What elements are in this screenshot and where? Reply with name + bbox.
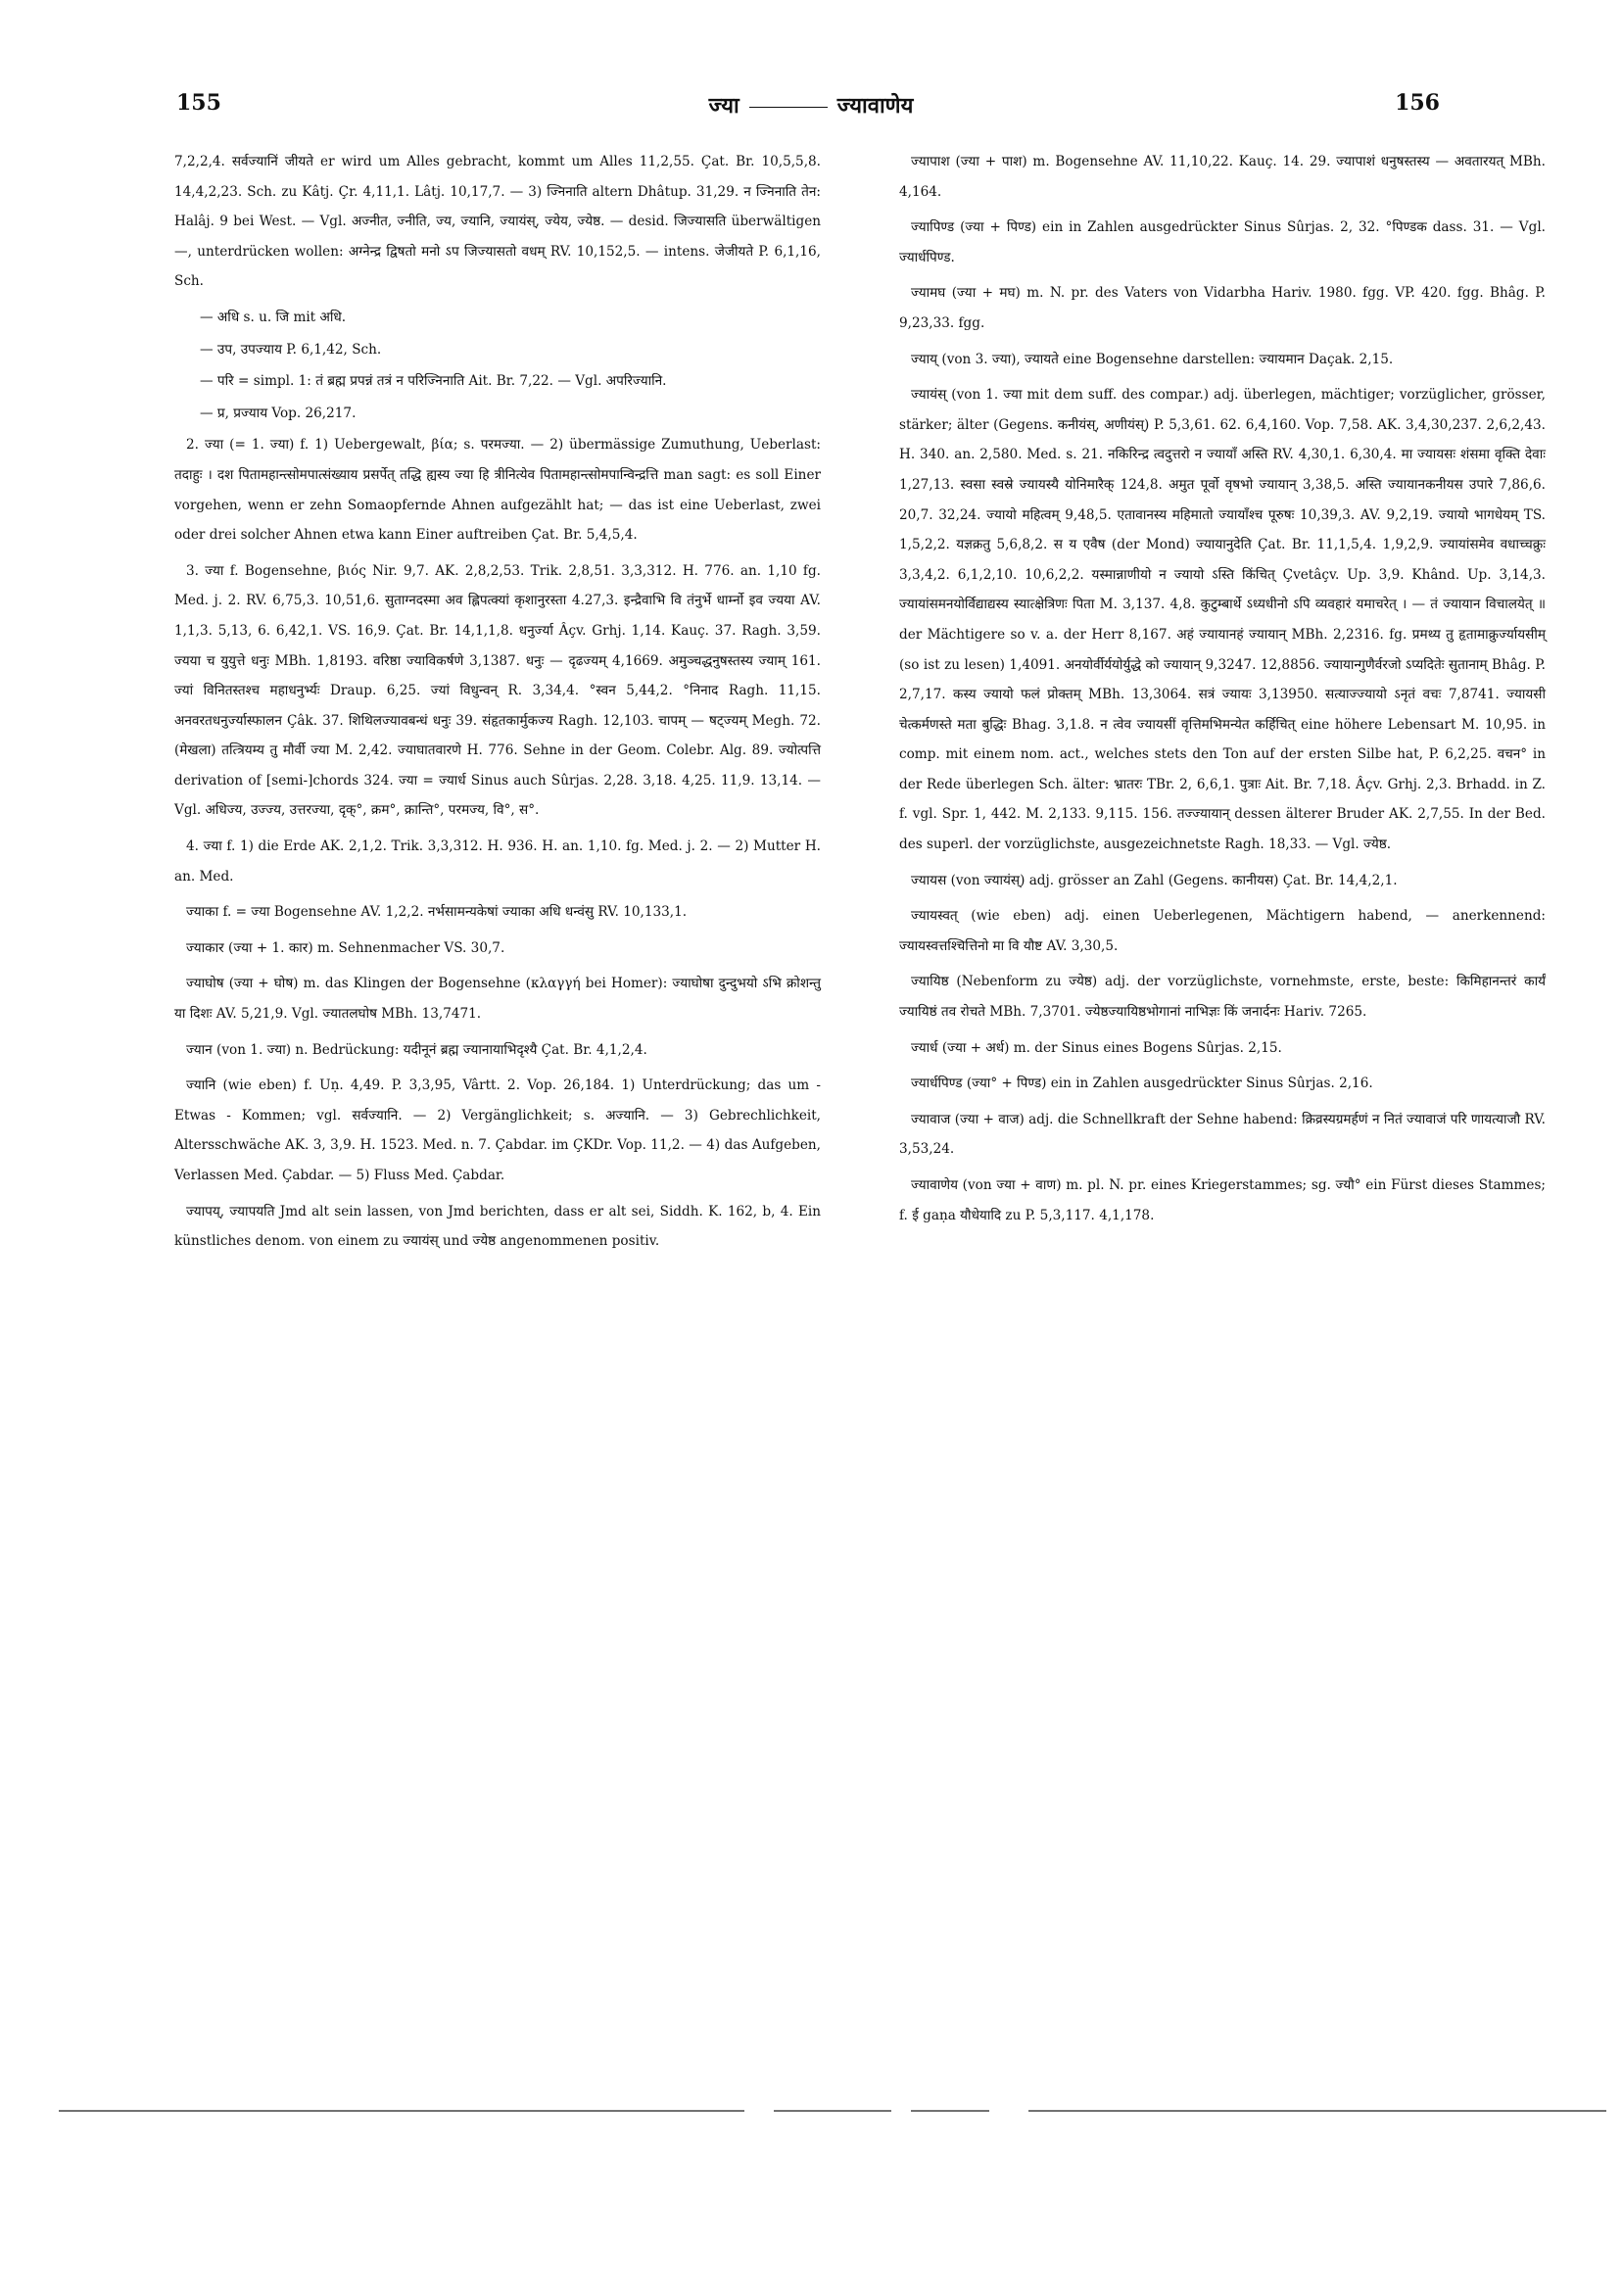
entry-jyani: ज्यानि (wie eben) f. Uṇ. 4,49. P. 3,3,95, Vârtt. 2. Vop. 26,184. 1) Unterdrückung; das um - Etwas - Kommen; vgl. सर्वज्यानि. — 2) Vergänglichkeit; s. अज्यानि. — 3) Gebrechlichkeit, Altersschwäche AK. 3, 3,9. H. 1523. Med. n. 7. Çabdar. im ÇKDr. Vop. 11,2. — 4) das Aufgeben, Verlassen Med. Çabdar. — 5) Fluss Med. Çabdar. <box>174 1077 821 1183</box>
entry-jyayasa: ज्यायस (von ज्यायंस्) adj. grösser an Zahl (Gegens. कानीयस) Çat. Br. 14,4,2,1. <box>911 872 1398 888</box>
entry-jyaka: ज्याका f. = ज्या Bogensehne AV. 1,2,2. नर्भसामन्यकेषां ज्याका अधि धन्वंसु RV. 10,133,1. <box>186 904 688 921</box>
entry-jyayishtha: ज्यायिष्ठ (Nebenform zu ज्येष्ठ) adj. der vorzüglichste, vornehmste, erste, beste: किमिहानन्तरं कार्यं ज्यायिष्ठं तव रोचते MBh. 7,3701. ज्येष्ठज्यायिष्ठभोगानां नाभिज्ञः किं जनार्दनः Hariv. 7265. <box>899 974 1546 1021</box>
running-head-dash <box>749 107 828 108</box>
entry-adhi: — अधि s. u. जि mit अधि. <box>200 309 347 325</box>
entry-jyayasvat: ज्यायस्वत् (wie eben) adj. einen Ueberlegenen, Mächtigern habend, — anerkennend: ज्यायस्वत्तश्चित्तिनो मा वि यौष्ट AV. 3,30,5. <box>899 908 1546 954</box>
entry-jyapasha: ज्यापाश (ज्या + पाश) m. Bogensehne AV. 11,10,22. Kauç. 14. 29. ज्यापाशं धनुषस्तस्य — अवतारयत् MBh. 4,164. <box>899 154 1546 200</box>
page-number-left: 155 <box>176 90 221 116</box>
running-head <box>0 90 1622 120</box>
entry-jyayams: ज्यायंस् (von 1. ज्या mit dem suff. des compar.) adj. überlegen, mächtiger; vorzüglicher, grösser, stärker; älter (Gegens. कनीयंस्, अणीयंस्) P. 5,3,61. 62. 6,4,160. Vop. 7,58. AK. 3,4,30,237. 2,6,2,43. H. 340. an. 2,580. Med. s. 21. नकिरिन्द्र त्वदुत्तरो न ज्यायाँ अस्ति RV. 4,30,1. 6,30,4. मा ज्यायसः शंसमा वृक्ति देवाः 1,27,13. स्वसा स्वस्रे ज्यायस्यै योनिमारैक् 124,8. अमुत पूर्वो वृषभो ज्यायान् 3,38,5. अस्ति ज्यायानकनीयस उपारे 7,86,6. 20,7. 32,24. ज्यायो महित्वम् 9,48,5. एतावानस्य महिमातो ज्यायाँश्च पूरुषः 10,39,3. AV. 9,2,19. ज्यायो भागधेयम् TS. 1,5,2,2. यज्ञक्रतु 5,6,8,2. स य एवैष (der Mond) ज्यायानुदेति Çat. Br. 11,1,5,4. 1,9,2,9. ज्यायांसमेव वधाच्चक्रुः 3,3,4,2. 6,1,2,10. 10,6,2,2. यस्मान्नाणीयो न ज्यायो ऽस्ति किंचित् Çvetâçv. Up. 3,9. Khând. Up. 3,14,3. ज्यायांसमनयोर्विद्याद्यस्य स्यात्क्षेत्रिणः पिता M. 3,137. 4,8. कुटुम्बार्थे ऽध्यधीनो ऽपि व्यवहारं यमाचरेत् । — तं ज्यायान विचालयेत् ॥ der Mächtigere so v. a. der Herr 8,167. अहं ज्यायानहं ज्यायान् MBh. 2,2316. fg. प्रमथ्य तु हृतामाक्रुर्ज्यायसीम् (so ist zu lesen) 1,4091. अनयोर्वीर्ययोर्युद्धे को ज्यायान् 9,3247. 12,8856. ज्यायान्गुणैर्वरजो ऽप्यदितेः सुतानाम् Bhâg. P. 2,7,17. कस्य ज्यायो फलं प्रोक्तम् MBh. 13,3064. सत्रं ज्यायः 3,13950. सत्याज्ज्यायो ऽनृतं वचः 7,8741. ज्यायसी चेत्कर्मणस्ते मता बुद्धिः Bhag. 3,1.8. न त्वेव ज्यायसीं वृत्तिमभिमन्येत कर्हिचित् eine höhere Lebensart M. 10,95. in comp. mit einem nom. act., welches stets den Ton auf der ersten Silbe hat, P. 6,2,25. वचन° in der Rede überlegen Sch. älter: भ्रातरः TBr. 2, 6,6,1. पुत्राः Ait. Br. 7,18. Âçv. Grhj. 2,3. Brhadd. in Z. f. vgl. Spr. 1, 442. M. 2,133. 9,115. 156. तज्ज्यायान् dessen älterer Bruder AK. 2,7,55. In der Bed. des superl. der vorzüglichste, ausgezeichnetste Ragh. 18,33. — Vgl. ज्येष्ठ. <box>899 387 1546 853</box>
entry-jyavaja: ज्यावाज (ज्या + वाज) adj. die Schnellkraft der Sehne habend: क्रिव्रस्यग्रमर्हणं न नितं ज्यावाजं परि णायत्याजौ RV. 3,53,24. <box>899 1111 1546 1158</box>
right-column <box>899 147 1546 1236</box>
entry-jyakara: ज्याकार (ज्या + 1. कार) m. Sehnenmacher VS. 30,7. <box>186 939 505 956</box>
entry-jya-4: 4. ज्या f. 1) die Erde AK. 2,1,2. Trik. 3,3,312. H. 936. H. an. 1,10. fg. Med. j. 2. — 2) Mutter H. an. Med. <box>174 838 821 885</box>
page-number-right: 156 <box>1395 90 1440 116</box>
entry-jya-3: 3. ज्या f. Bogensehne, βιός Nir. 9,7. AK. 2,8,2,53. Trik. 2,8,51. 3,3,312. H. 776. an. 1,10 fg. Med. j. 2. RV. 6,75,3. 10,51,6. सुताग्नदस्मा अव ह्लिपत्क्यां कृशानुरस्ता 4.27,3. इन्द्रैवाभि वि तंनुर्भे धार्म्नो इव ज्यया AV. 1,1,3. 5,13, 6. 6,42,1. VS. 16,9. Çat. Br. 14,1,1,8. धनुर्ज्या Âçv. Grhj. 1,14. Kauç. 37. Ragh. 3,59. ज्यया च युयुत्ते धनुः MBh. 1,8193. वरिष्ठा ज्याविकर्षणे 3,1387. धनुः — दृढज्यम् 4,1669. अमुञ्चद्धनुषस्तस्य ज्याम् 161. ज्यां विनितस्तश्च महाधनुर्भ्यः Draup. 6,25. ज्यां विधुन्वन् R. 3,34,4. °स्वन 5,44,2. °निनाद Ragh. 11,15. अनवरतधनुर्ज्यास्फालन Çâk. 37. शिथिलज्यावबन्धं धनुः 39. संहृतकार्मुकज्य Ragh. 12,103. चापम् — षट्ज्यम् Megh. 72. (मेखला) तत्त्रियम्य तु मौर्वी ज्या M. 2,42. ज्याघातवारणे H. 776. Sehne in der Geom. Colebr. Alg. 89. ज्योत्पत्ति derivation of [semi-]chords 324. ज्या = ज्यार्ध Sinus auch Sûrjas. 2,28. 3,18. 4,25. 11,9. 13,14. — Vgl. अधिज्य, उज्ज्य, उत्तरज्या, दृक्°, क्रम°, क्रान्ति°, परमज्य, वि°, स°. <box>174 562 821 819</box>
running-head-left: ज्या <box>708 93 739 119</box>
entry-pra: — प्र, प्रज्याय Vop. 26,217. <box>200 405 357 421</box>
entry-jyay: ज्याय् (von 3. ज्या), ज्यायते eine Bogensehne darstellen: ज्यायमान Daçak. 2,15. <box>911 351 1394 367</box>
entry-upa: — उप, उपज्याय P. 6,1,42, Sch. <box>200 341 382 358</box>
left-column <box>174 147 821 1263</box>
entry-jyavaneya: ज्यावाणेय (von ज्या + वाण) m. pl. N. pr. eines Kriegerstammes; sg. ज्यौ° ein Fürst dieses Stammes; f. ई gaṇa यौधेयादि zu P. 5,3,117. 4,1,178. <box>899 1177 1546 1223</box>
entry-jyardha: ज्यार्ध (ज्या + अर्ध) m. der Sinus eines Bogens Sûrjas. 2,15. <box>911 1039 1282 1056</box>
entry-jyardhapinda: ज्यार्धपिण्ड (ज्या° + पिण्ड) ein in Zahlen ausgedrückter Sinus Sûrjas. 2,16. <box>911 1076 1373 1092</box>
bottom-rule-line <box>59 2108 1606 2114</box>
entry-jya-2: 2. ज्या (= 1. ज्या) f. 1) Uebergewalt, βία; s. परमज्या. — 2) übermässige Zumuthung, Ueberlast: तदाहुः । दश पितामहान्त्सोमपात्संख्याय प्रसर्पेत् तद्धि ह्यस्य ज्या हि त्रीनित्येव पितामहान्त्सोमपान्विन्द्रत्ति man sagt: es soll Einer vorgehen, wenn er zehn Somaopfernde Ahnen aufgezählt hat; — das ist eine Ueberlast, zwei oder drei solcher Ahnen etwa kann Einer auftreiben Çat. Br. 5,4,5,4. <box>174 437 821 544</box>
entry-jyana: ज्यान (von 1. ज्या) n. Bedrückung: यदीनूनं ब्रह्म ज्यानायाभिदृश्यै Çat. Br. 4,1,2,4. <box>186 1041 647 1058</box>
entry-pari: — परि = simpl. 1: तं ब्रह्म प्रपन्नं तत्रं न परिज्निनाति Ait. Br. 7,22. — Vgl. अपरिज्यानि. <box>200 373 667 390</box>
entry-jyaghosha: ज्याघोष (ज्या + घोष) m. das Klingen der Bogensehne (κλαγγή bei Homer): ज्याघोषा दुन्दुभयो ऽभि क्रोशन्तु या दिशः AV. 5,21,9. Vgl. ज्यातलघोष MBh. 13,7471. <box>174 976 821 1023</box>
entry-jyamagha: ज्यामघ (ज्या + मघ) m. N. pr. des Vaters von Vidarbha Hariv. 1980. fgg. VP. 420. fgg. Bhâg. P. 9,23,33. fgg. <box>899 285 1546 331</box>
entry-jyapinda: ज्यापिण्ड (ज्या + पिण्ड) ein in Zahlen ausgedrückter Sinus Sûrjas. 2, 32. °पिण्डक dass. 31. — Vgl. ज्यार्धपिण्ड. <box>899 219 1546 265</box>
entry-jyapay: ज्यापय्, ज्यापयति Jmd alt sein lassen, von Jmd berichten, dass er alt sei, Siddh. K. 162, b, 4. Ein künstliches denom. von einem zu ज्यायंस् und ज्येष्ठ angenommenen positiv. <box>174 1203 821 1250</box>
running-head-right: ज्यावाणेय <box>836 93 914 119</box>
bottom-rule <box>59 2108 1606 2114</box>
entry-continuation: 7,2,2,4. सर्वज्यानिं जीयते er wird um Alles gebracht, kommt um Alles 11,2,55. Çat. Br. 10,5,5,8. 14,4,2,23. Sch. zu Kâtj. Çr. 4,11,1. Lâtj. 10,17,7. — 3) ज्निनाति altern Dhâtup. 31,29. न ज्निनाति तेन: Halâj. 9 bei West. — Vgl. अज्नीत, ज्नीति, ज्य, ज्यानि, ज्यायंस्, ज्येय, ज्येष्ठ. — desid. जिज्यासति überwältigen —, unterdrücken wollen: अग्नेन्द्र द्विषतो मनो ऽप जिज्यासतो वधम् RV. 10,152,5. — intens. जेजीयते P. 6,1,16, Sch. <box>174 154 821 290</box>
